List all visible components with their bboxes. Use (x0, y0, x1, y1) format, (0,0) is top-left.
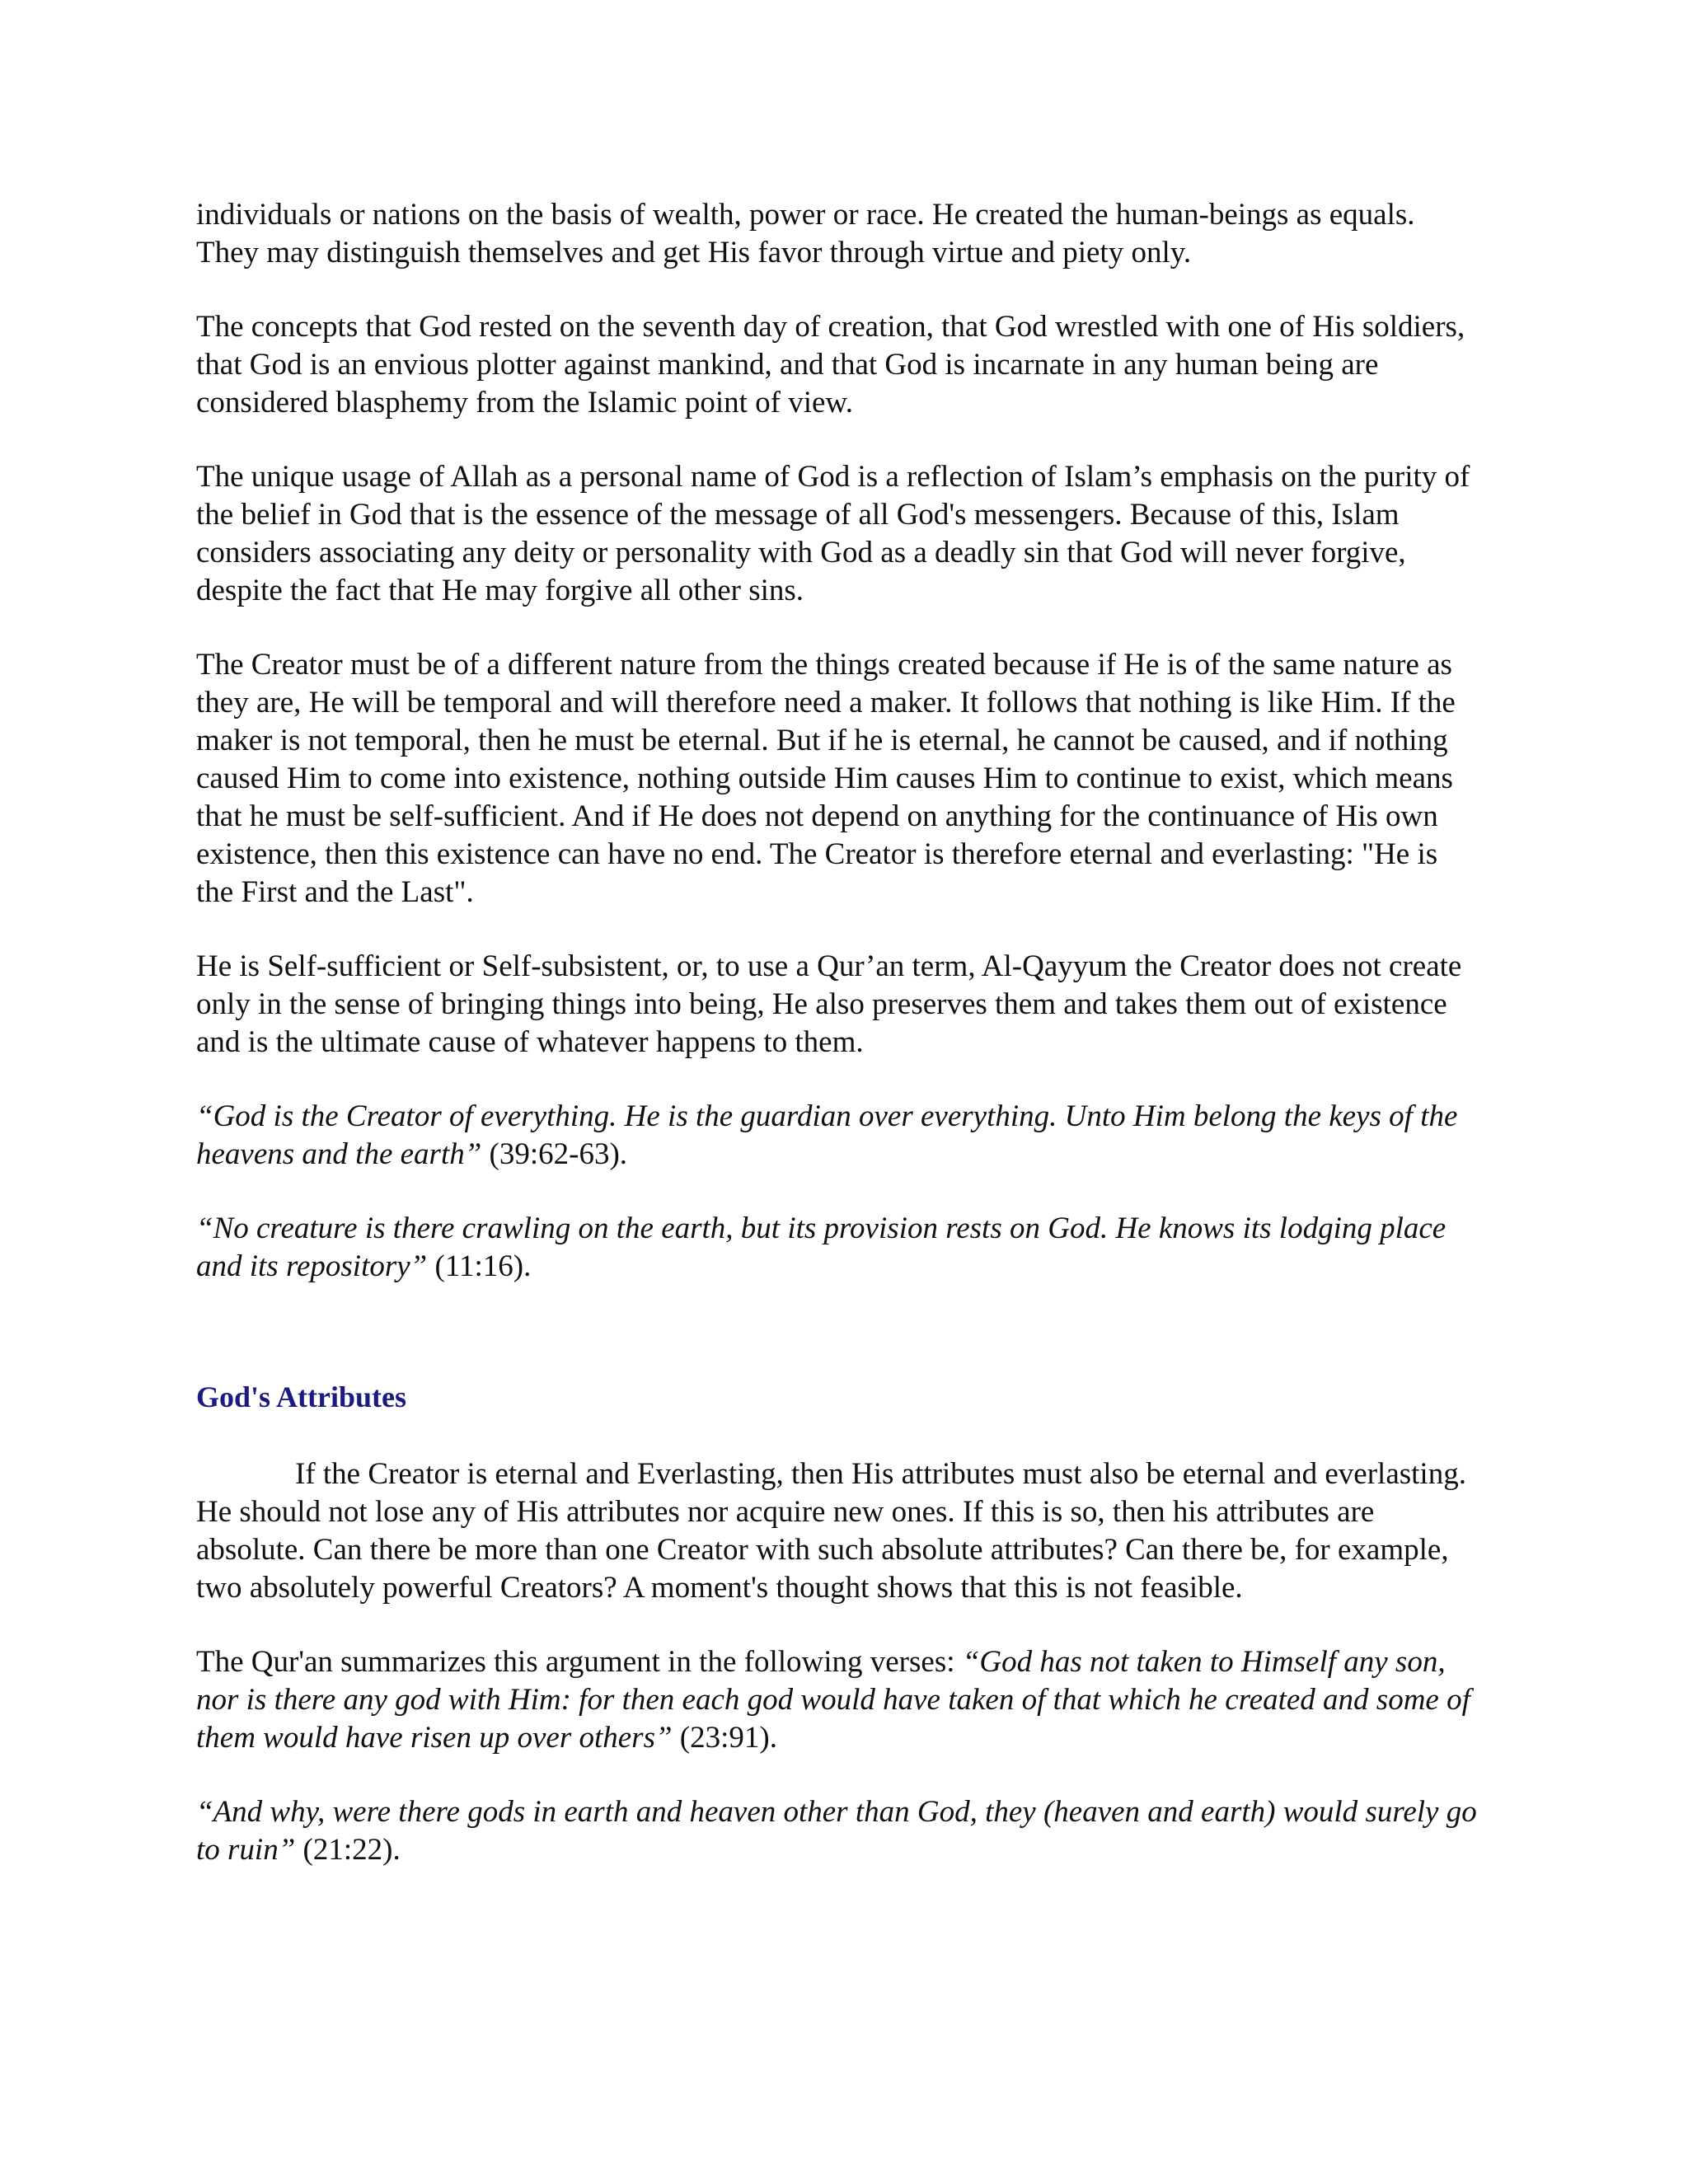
quote-text: “God has not taken to Himself any son, nor is there any god with Him: for then each god would have taken of that which he created and some of them would have risen up over others” (196, 1645, 1470, 1755)
quote-no-creature (196, 1210, 1482, 1286)
paragraph-lead: The Qur'an summarizes this argument in the following verses: (196, 1645, 963, 1679)
paragraph-blasphemy: The concepts that God rested on the seventh day of creation, that God wrestled with one of His soldiers, that God is an envious plotter against mankind, and that God is incarnate in any human being are considered blasphemy from the Islamic point of view. (196, 310, 1465, 419)
quote-reference: (21:22). (295, 1833, 401, 1867)
paragraph-self-sufficient: He is Self-sufficient or Self-subsistent, or, to use a Qur’an term, Al-Qayyum the Creator does not create only in the sense of bringing things into being, He also preserves them and takes them out of existence and is the ultimate cause of whatever happens to them. (196, 949, 1462, 1059)
paragraph-creator-nature: The Creator must be of a different nature from the things created because if He is of the same nature as they are, He will be temporal and will therefore need a maker. It follows that nothing is like Him. If the maker is not temporal, then he must be eternal. But if he is eternal, he cannot be caused, and if nothing caused Him to come into existence, nothing outside Him causes Him to continue to exist, which means that he must be self-sufficient. And if He does not depend on anything for the continuance of His own existence, then this existence can have no end. The Creator is therefore eternal and everlasting: "He is the First and the Last". (196, 648, 1456, 909)
paragraph-attributes: If the Creator is eternal and Everlasting, then His attributes must also be eternal and everlasting. He should not lose any of His attributes nor acquire new ones. If this is so, then his attributes are absolute. Can there be more than one Creator with such absolute attributes? Can there be, for example, two absolutely powerful Creators? A moment's thought shows that this is not feasible. (196, 1457, 1466, 1605)
paragraph-equality: individuals or nations on the basis of wealth, power or race. He created the human-beings as equals. They may distinguish themselves and get His favor through virtue and piety only. (196, 198, 1415, 269)
quote-reference: (23:91). (672, 1721, 777, 1755)
quote-text: “No creature is there crawling on the earth, but its provision rests on God. He knows its lodging place and its repository” (196, 1212, 1447, 1283)
quote-text: “And why, were there gods in earth and heaven other than God, they (heaven and earth) would surely go to ruin” (196, 1795, 1477, 1867)
section-heading: God's Attributes (196, 1380, 407, 1413)
quote-creator-of-everything (196, 1098, 1482, 1174)
quote-reference: (11:16). (427, 1249, 532, 1283)
paragraph-quran-summary (196, 1643, 1482, 1757)
quote-reference: (39:62-63). (481, 1137, 628, 1171)
paragraph-allah-name: The unique usage of Allah as a personal name of God is a reflection of Islam’s emphasis on the purity of the belief in God that is the essence of the message of all God's messengers. Because of this, Islam considers associating any deity or personality with God as a deadly sin that God will never forgive, despite the fact that He may forgive all other sins. (196, 460, 1470, 607)
quote-text: “God is the Creator of everything. He is the guardian over everything. Unto Him belong the keys of the heavens and the earth” (196, 1099, 1458, 1171)
quote-gods-in-earth (196, 1793, 1482, 1869)
document-page (196, 196, 1482, 1905)
